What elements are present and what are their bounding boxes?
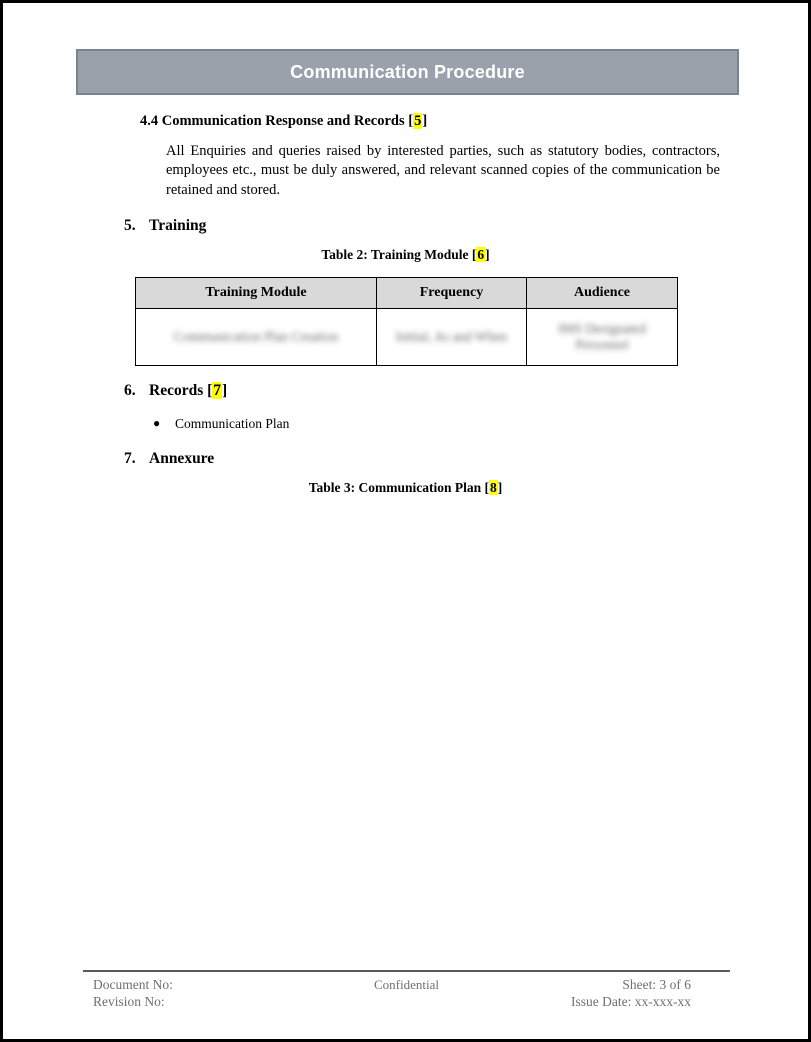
footer-right-block [571,976,691,1010]
section-7-heading [124,450,214,468]
footer-sheet: Sheet: 3 of 6 [622,977,691,992]
training-module-table [135,277,678,366]
records-list-item-label: Communication Plan [175,416,290,431]
document-title-bar [76,49,739,95]
blurred-cell-text: Communication Plan Creation [173,329,339,344]
footer-confidential: Confidential [374,977,439,992]
records-list-item [153,416,289,432]
table-header-audience: Audience [527,278,678,309]
section-5-heading [124,217,206,235]
reference-number-highlight-6: 6 [477,247,485,262]
section-7-label: Annexure [149,450,215,467]
section-6-number: 6. [124,382,136,399]
table-2-caption-text: Table 2: Training Module [ [321,247,477,262]
footer-revision-no: Revision No: [93,994,165,1009]
table-header-row [136,278,678,309]
reference-number-highlight-5: 5 [414,113,422,129]
table-row [136,309,678,366]
footer-divider [83,970,730,972]
table-2-caption-close: ] [485,247,490,262]
blurred-cell-text: IMS Designated Personnel [557,321,647,352]
section-6-heading-close: ] [222,382,228,399]
table-3-caption [3,480,808,496]
section-6-label: Records [ [149,382,213,399]
table-header-frequency: Frequency [377,278,527,309]
section-5-number: 5. [124,217,136,234]
blurred-cell-text: Initial, As and When [395,329,508,344]
section-6-heading [124,382,227,400]
table-cell-frequency [377,309,527,366]
section-4-4-heading-text: 4.4 Communication Response and Records [ [140,113,414,129]
table-3-caption-text: Table 3: Communication Plan [ [308,480,490,495]
table-header-training-module: Training Module [136,278,377,309]
bullet-icon: ● [153,416,161,430]
reference-number-highlight-7: 7 [213,382,222,399]
table-3-caption-close: ] [497,480,503,495]
table-cell-audience [527,309,678,366]
section-4-4-body-paragraph: All Enquiries and queries raised by interested parties, such as statutory bodies, contractors, employees etc., must be duly answered, and relevant scanned copies of the communication be retained and stored. [166,143,720,198]
footer-issue-date: Issue Date: xx-xxx-xx [571,994,691,1009]
reference-number-highlight-8: 8 [490,480,497,495]
section-4-4-heading [140,113,427,130]
section-5-label: Training [149,217,207,234]
table-2-caption [3,247,808,263]
section-4-4-heading-close: ] [422,113,428,129]
document-title: Communication Procedure [290,61,525,82]
footer-document-no: Document No: [93,977,173,992]
section-7-number: 7. [124,450,136,467]
table-cell-training-module [136,309,377,366]
